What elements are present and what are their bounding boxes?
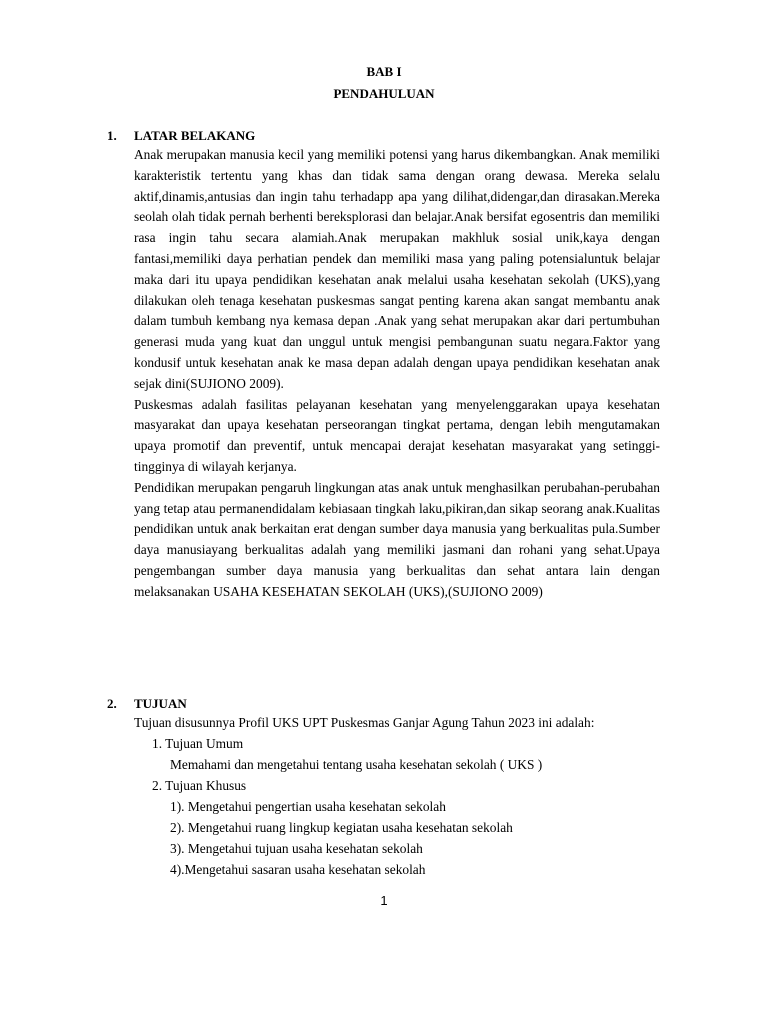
section-2-number: 2. <box>107 696 117 711</box>
chapter-number: BAB I <box>366 64 402 79</box>
tujuan-umum-text: Memahami dan mengetahui tentang usaha kesehatan sekolah ( UKS ) <box>170 757 543 772</box>
tujuan-intro: Tujuan disusunnya Profil UKS UPT Puskesmas Ganjar Agung Tahun 2023 ini adalah: <box>134 715 595 730</box>
section-1-title: LATAR BELAKANG <box>134 128 256 143</box>
section-1-number: 1. <box>107 128 117 143</box>
tujuan-khusus-item: 3). Mengetahui tujuan usaha kesehatan sekolah <box>170 841 423 856</box>
paragraph-latar-belakang-3: Pendidikan merupakan pengaruh lingkungan atas anak untuk menghasilkan perubahan-perubahan yang tetap atau permanendidalam kebiasaan tingkah laku,pikiran,dan sikap seorang anak.Kualitas pendidikan untuk anak berkaitan erat dengan sumber daya manusia yang berkualitas pula.Sumber daya manusiayang berkualitas adalah yang memiliki jasmani dan rohani yang sehat.Upaya pengembangan sumber daya manusia yang berkualitas dan sehat antara lain dengan melaksanakan USAHA KESEHATAN SEKOLAH (UKS),(SUJIONO 2009) <box>134 479 660 599</box>
paragraph-latar-belakang-2: Puskesmas adalah fasilitas pelayanan kesehatan yang menyelenggarakan upaya kesehatan masyarakat dan upaya kesehatan perseorangan tingkat pertama, dengan lebih mengutamakan upaya promotif dan preventif, untuk mencapai derajat kesehatan masyarakat yang setinggi-tingginya di wilayah kerjanya. <box>134 396 660 474</box>
tujuan-umum-heading: 1. Tujuan Umum <box>152 736 244 751</box>
chapter-title: PENDAHULUAN <box>333 86 435 101</box>
section-1-body <box>134 145 660 603</box>
tujuan-khusus-item: 4).Mengetahui sasaran usaha kesehatan sekolah <box>170 862 426 877</box>
paragraph-latar-belakang-1: Anak merupakan manusia kecil yang memiliki potensi yang harus dikembangkan. Anak memiliki karakteristik tertentu yang khas dan tidak sama dengan orang dewasa. Mereka selalu aktif,dinamis,antusias dan ingin tahu terhadapp apa yang dilihat,didengar,dan dirasakan.Mereka seolah olah tidak pernah berhenti bereksplorasi dan belajar.Anak bersifat egosentris dan memiliki rasa ingin tahu secara alamiah.Anak merupakan makhluk sosial unik,kaya dengan fantasi,memiliki daya perhatian pendek dan memiliki masa yang paling potensialuntuk belajar maka dari itu upaya pendidikan kesehatan anak melalui usaha kesehatan sekolah (UKS),yang dilakukan oleh tenaga kesehatan puskesmas sangat penting karena akan sangat membantu anak dalam tumbuh kembang nya kemasa depan .Anak yang sehat merupakan akar dari pertumbuhan generasi muda yang kuat dan unggul untuk mengisi pembangunan suatu negara.Faktor yang kondusif untuk kesehatan anak ke masa depan adalah dengan upaya pendidikan kesehatan anak sejak dini(SUJIONO 2009). <box>134 147 660 391</box>
section-2-title: TUJUAN <box>134 696 187 711</box>
tujuan-khusus-item: 2). Mengetahui ruang lingkup kegiatan usaha kesehatan sekolah <box>170 820 513 835</box>
page-number: 1 <box>380 893 388 908</box>
tujuan-khusus-heading: 2. Tujuan Khusus <box>152 778 247 793</box>
tujuan-khusus-item: 1). Mengetahui pengertian usaha kesehatan sekolah <box>170 799 446 814</box>
